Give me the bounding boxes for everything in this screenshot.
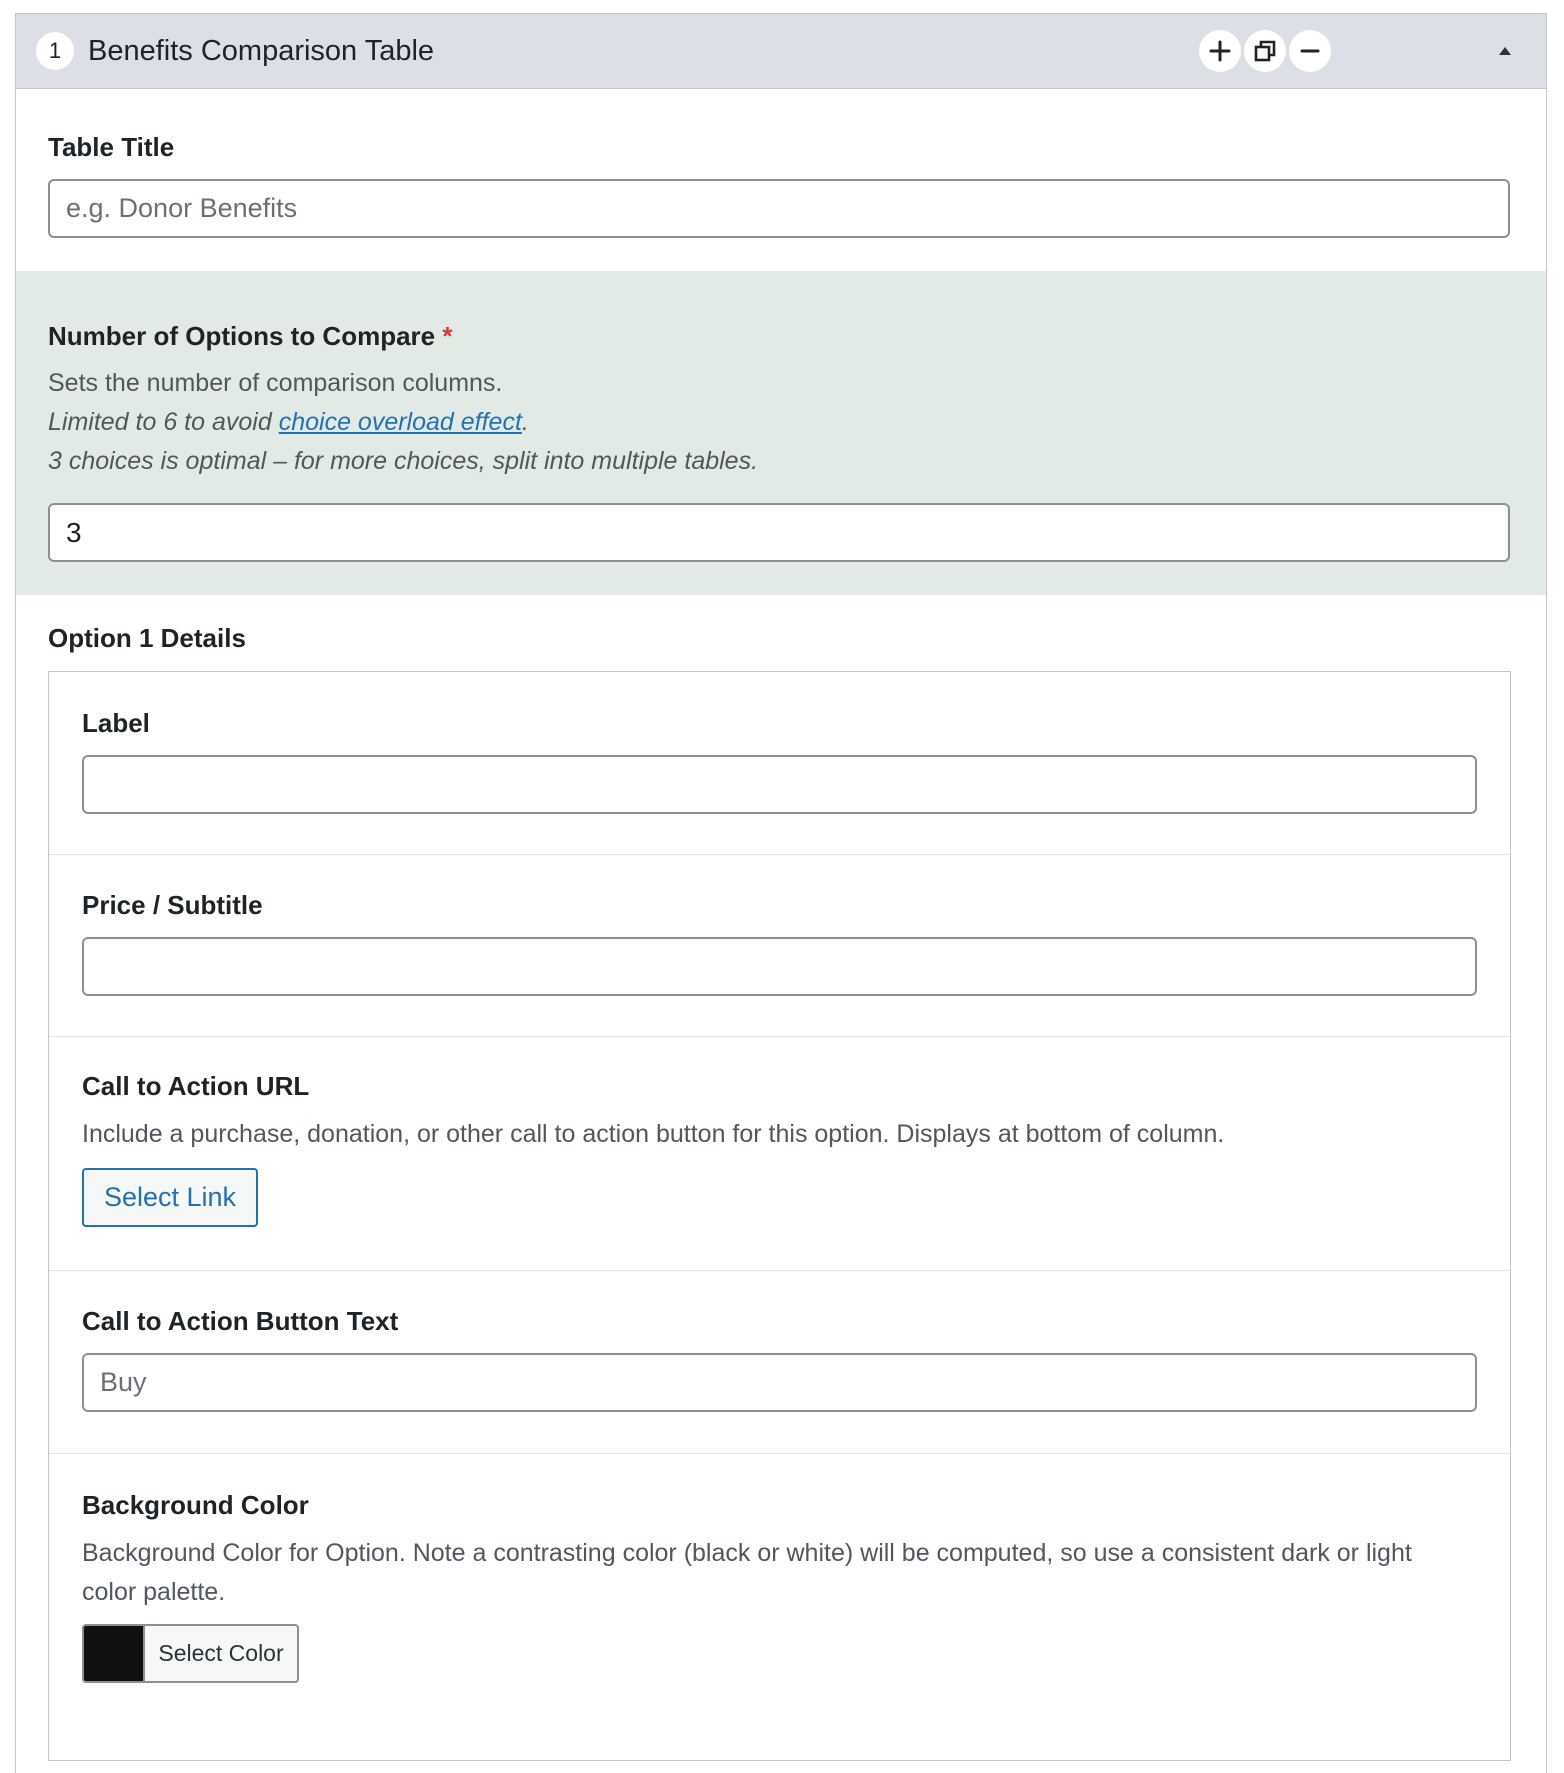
background-color-description: Background Color for Option. Note a contrasting color (black or white) will be computed, so use a consistent dark or light color palette. — [82, 1539, 1412, 1606]
row-number-badge: 1 — [36, 32, 74, 70]
cta-button-text-input[interactable] — [82, 1353, 1477, 1412]
select-color-label: Select Color — [158, 1640, 284, 1666]
background-color-field-group — [49, 1454, 1510, 1760]
number-of-options-section — [16, 271, 1546, 595]
table-title-label: Table Title — [48, 132, 175, 162]
cta-button-text-field-group — [49, 1271, 1510, 1454]
cta-button-text-label: Call to Action Button Text — [82, 1306, 399, 1336]
option-label-field-group — [49, 672, 1510, 855]
description-line-1: Sets the number of comparison columns. — [48, 369, 503, 397]
cta-url-label: Call to Action URL — [82, 1071, 310, 1101]
caret-up-icon — [1498, 46, 1512, 56]
price-subtitle-label: Price / Subtitle — [82, 890, 263, 920]
option-label-input[interactable] — [82, 755, 1477, 814]
color-swatch — [84, 1626, 145, 1681]
duplicate-row-button[interactable] — [1244, 30, 1286, 72]
panel-title: Benefits Comparison Table — [88, 35, 435, 67]
panel-header[interactable] — [16, 14, 1546, 89]
cta-url-field-group — [49, 1037, 1510, 1271]
repeater-row-panel — [15, 13, 1547, 1773]
required-marker: * — [442, 321, 453, 351]
description-line-2: Limited to 6 to avoid choice overload effect. — [48, 408, 529, 436]
table-title-input[interactable] — [48, 179, 1510, 238]
duplicate-icon — [1253, 39, 1277, 63]
price-subtitle-input[interactable] — [82, 937, 1477, 996]
number-of-options-label: Number of Options to Compare * — [48, 321, 453, 351]
option-1-details-group — [48, 671, 1511, 1761]
number-of-options-input[interactable] — [48, 503, 1510, 562]
choice-overload-link[interactable]: choice overload effect — [278, 408, 522, 436]
select-link-button[interactable]: Select Link — [82, 1168, 258, 1227]
number-of-options-description — [48, 364, 758, 481]
price-subtitle-field-group — [49, 855, 1510, 1037]
minus-icon — [1298, 39, 1322, 63]
description-line-3: 3 choices is optimal – for more choices, split into multiple tables. — [48, 447, 759, 475]
background-color-label: Background Color — [82, 1490, 309, 1520]
option-1-details-title: Option 1 Details — [48, 623, 246, 653]
add-row-button[interactable] — [1199, 30, 1241, 72]
select-color-button[interactable] — [82, 1624, 299, 1683]
plus-icon — [1208, 39, 1232, 63]
remove-row-button[interactable] — [1289, 30, 1331, 72]
option-label-label: Label — [82, 708, 150, 738]
cta-url-description: Include a purchase, donation, or other call to action button for this option. Displays at bottom of column. — [82, 1120, 1225, 1148]
collapse-row-button[interactable] — [1492, 38, 1518, 64]
